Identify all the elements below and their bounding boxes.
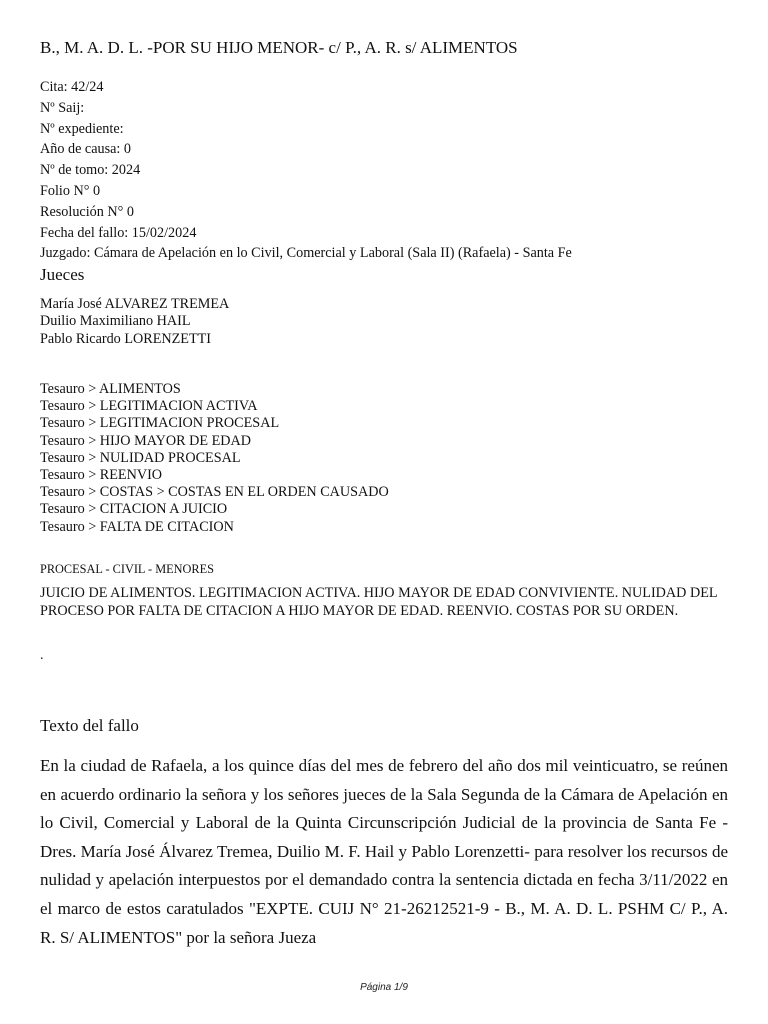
judges-list: [40, 296, 229, 348]
meta-juzgado: Juzgado: Cámara de Apelación en lo Civil, Comercial y Laboral (Sala II) (Rafaela) - Santa Fe: [40, 245, 572, 262]
tesauro-item: Tesauro > LEGITIMACION PROCESAL: [40, 415, 280, 432]
meta-resolucion: Resolución N° 0: [40, 203, 134, 220]
meta-expediente: Nº expediente:: [40, 120, 124, 137]
tesauro-item: Tesauro > HIJO MAYOR DE EDAD: [40, 432, 252, 449]
judges-heading: Jueces: [40, 265, 85, 284]
case-title: B., M. A. D. L. -POR SU HIJO MENOR- c/ P., A. R. s/ ALIMENTOS: [40, 38, 518, 57]
tesauro-item: Tesauro > FALTA DE CITACION: [40, 518, 234, 535]
tesauro-item: Tesauro > LEGITIMACION ACTIVA: [40, 398, 258, 415]
case-category: PROCESAL - CIVIL - MENORES: [40, 562, 214, 576]
judge-name: María José ALVAREZ TREMEA: [40, 296, 230, 312]
meta-tomo: Nº de tomo: 2024: [40, 162, 141, 179]
meta-folio: Folio N° 0: [40, 182, 101, 199]
tesauro-item: Tesauro > CITACION A JUICIO: [40, 501, 228, 518]
tesauro-list: [40, 381, 389, 536]
tesauro-item: Tesauro > COSTAS > COSTAS EN EL ORDEN CAUSADO: [40, 484, 389, 501]
meta-saij: Nº Saij:: [40, 99, 85, 116]
meta-fecha-fallo: Fecha del fallo: 15/02/2024: [40, 224, 197, 241]
ruling-text-heading: Texto del fallo: [40, 716, 139, 735]
meta-anio-causa: Año de causa: 0: [40, 141, 132, 158]
page-number-footer: Página 1/9: [360, 982, 408, 993]
ruling-body-text: En la ciudad de Rafaela, a los quince días del mes de febrero del año dos mil veinticuatro, se reúnen en acuerdo ordinario la señora y los señores jueces de la Sala Segunda de la Cámara de Apelación en lo Civil, Comercial y Laboral de la Quinta Circunscripción Judicial de la provincia de Santa Fe -Dres. María José Álvarez Tremea, Duilio M. F. Hail y Pablo Lorenzetti- para resolver los recursos de nulidad y apelación interpuestos por el demandado contra la sentencia dictada en fecha 3/11/2022 en el marco de estos caratulados "EXPTE. CUIJ N° 21-26212521-9 - B., M. A. D. L. PSHM C/ P., A. R. S/ ALIMENTOS" por la señora Jueza: [40, 756, 728, 947]
tesauro-item: Tesauro > REENVIO: [40, 467, 163, 484]
judge-name: Duilio Maximiliano HAIL: [40, 313, 191, 330]
judge-name: Pablo Ricardo LORENZETTI: [40, 330, 211, 347]
separator-dot: .: [40, 648, 44, 663]
tesauro-item: Tesauro > NULIDAD PROCESAL: [40, 449, 241, 466]
meta-cita: Cita: 42/24: [40, 79, 104, 95]
tesauro-item: Tesauro > ALIMENTOS: [40, 381, 181, 397]
case-summary: JUICIO DE ALIMENTOS. LEGITIMACION ACTIVA. HIJO MAYOR DE EDAD CONVIVIENTE. NULIDAD DEL PROCESO POR FALTA DE CITACION A HIJO MAYOR DE EDAD. REENVIO. COSTAS POR SU ORDEN.: [40, 585, 718, 620]
case-metadata: [40, 77, 572, 264]
